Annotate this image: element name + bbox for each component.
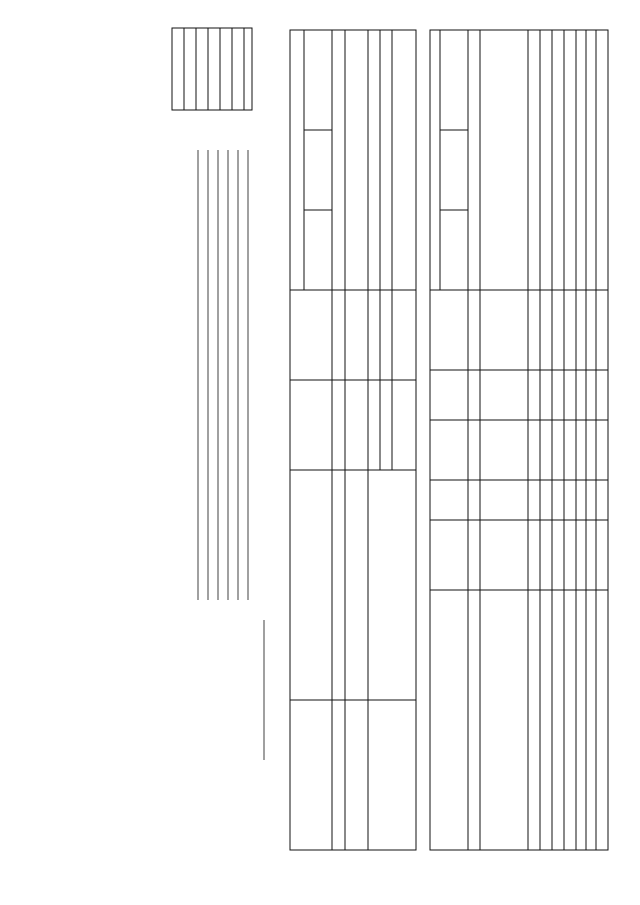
codes-box <box>172 28 252 110</box>
header-fill-lines <box>198 150 264 760</box>
table-1-1 <box>430 30 608 850</box>
table-1 <box>290 30 416 850</box>
